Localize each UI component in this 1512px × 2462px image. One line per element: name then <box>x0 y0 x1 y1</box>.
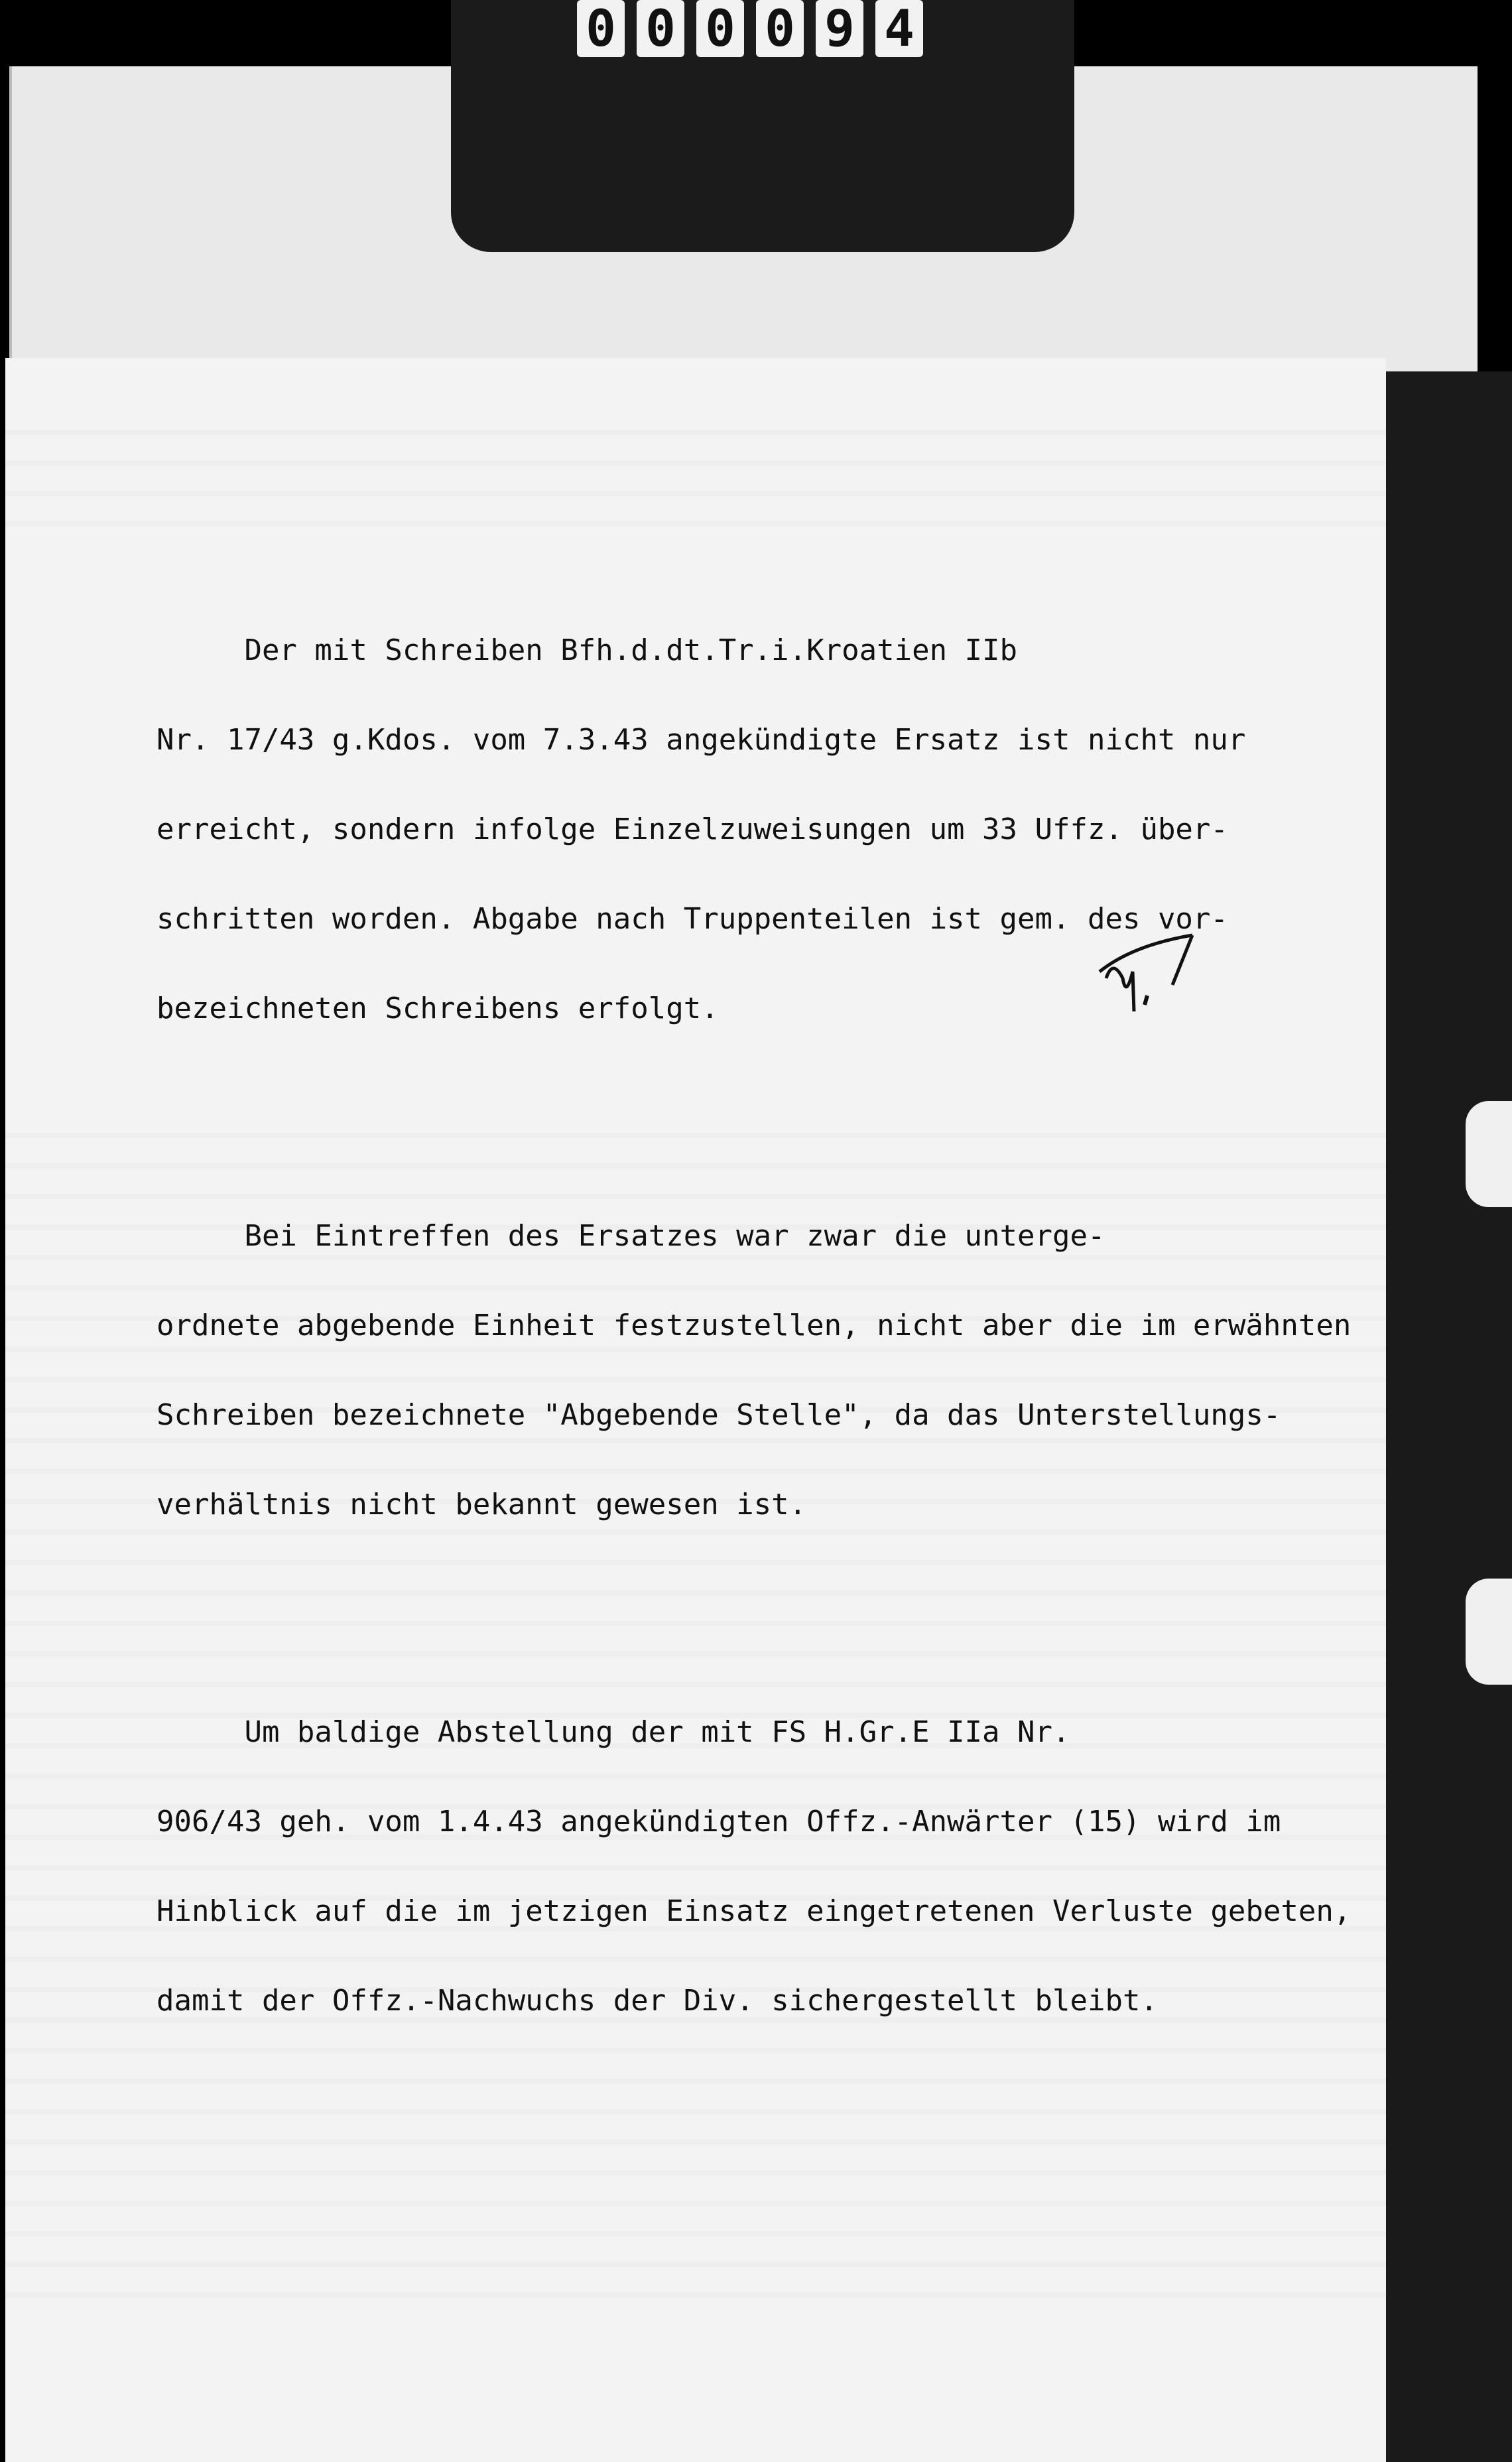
counter-digit: 0 <box>756 0 804 57</box>
text-line: schritten worden. Abgabe nach Truppenteilen ist gem. des vor- <box>157 902 1228 936</box>
text-line: Nr. 17/43 g.Kdos. vom 7.3.43 angekündigte Ersatz ist nicht nur <box>157 723 1246 757</box>
text-line: Hinblick auf die im jetzigen Einsatz eingetretenen Verluste gebeten, <box>157 1894 1352 1928</box>
counter-digit: 0 <box>577 0 625 57</box>
text-line: erreicht, sondern infolge Einzelzuweisungen um 33 Uffz. über- <box>157 812 1228 846</box>
film-edge <box>1386 371 1512 2462</box>
text-line: ordnete abgebende Einheit festzustellen, nicht aber die im erwähnten <box>157 1309 1352 1342</box>
paragraph <box>157 1161 1383 1579</box>
film-hole <box>1466 1579 1512 1685</box>
film-hole <box>1466 1101 1512 1207</box>
text-line: bezeichneten Schreibens erfolgt. <box>157 992 719 1025</box>
frame-counter-stamp <box>451 0 1074 252</box>
text-line: verhältnis nicht bekannt gewesen ist. <box>157 1488 807 1522</box>
counter-digits <box>577 0 923 61</box>
text-line: Schreiben bezeichnete "Abgebende Stelle", da das Unterstellungs- <box>157 1398 1281 1432</box>
text-line: 906/43 geh. vom 1.4.43 angekündigten Offz.-Anwärter (15) wird im <box>157 1805 1281 1839</box>
document-body <box>157 516 1383 2154</box>
text-line: Um baldige Abstellung der mit FS H.Gr.E IIa Nr. <box>157 1715 1070 1749</box>
counter-digit: 9 <box>816 0 863 57</box>
paragraph <box>157 1657 1383 2075</box>
show-through-text <box>5 405 1386 531</box>
text-line: Bei Eintreffen des Ersatzes war zwar die unterge- <box>157 1219 1105 1253</box>
handwritten-signature <box>1093 932 1206 1025</box>
counter-digit: 0 <box>696 0 744 57</box>
counter-digit: 0 <box>637 0 684 57</box>
counter-digit: 4 <box>875 0 923 57</box>
text-line: Der mit Schreiben Bfh.d.dt.Tr.i.Kroatien IIb <box>157 633 1018 667</box>
text-line: damit der Offz.-Nachwuchs der Div. sichergestellt bleibt. <box>157 1984 1158 2018</box>
document-page <box>5 358 1386 2462</box>
